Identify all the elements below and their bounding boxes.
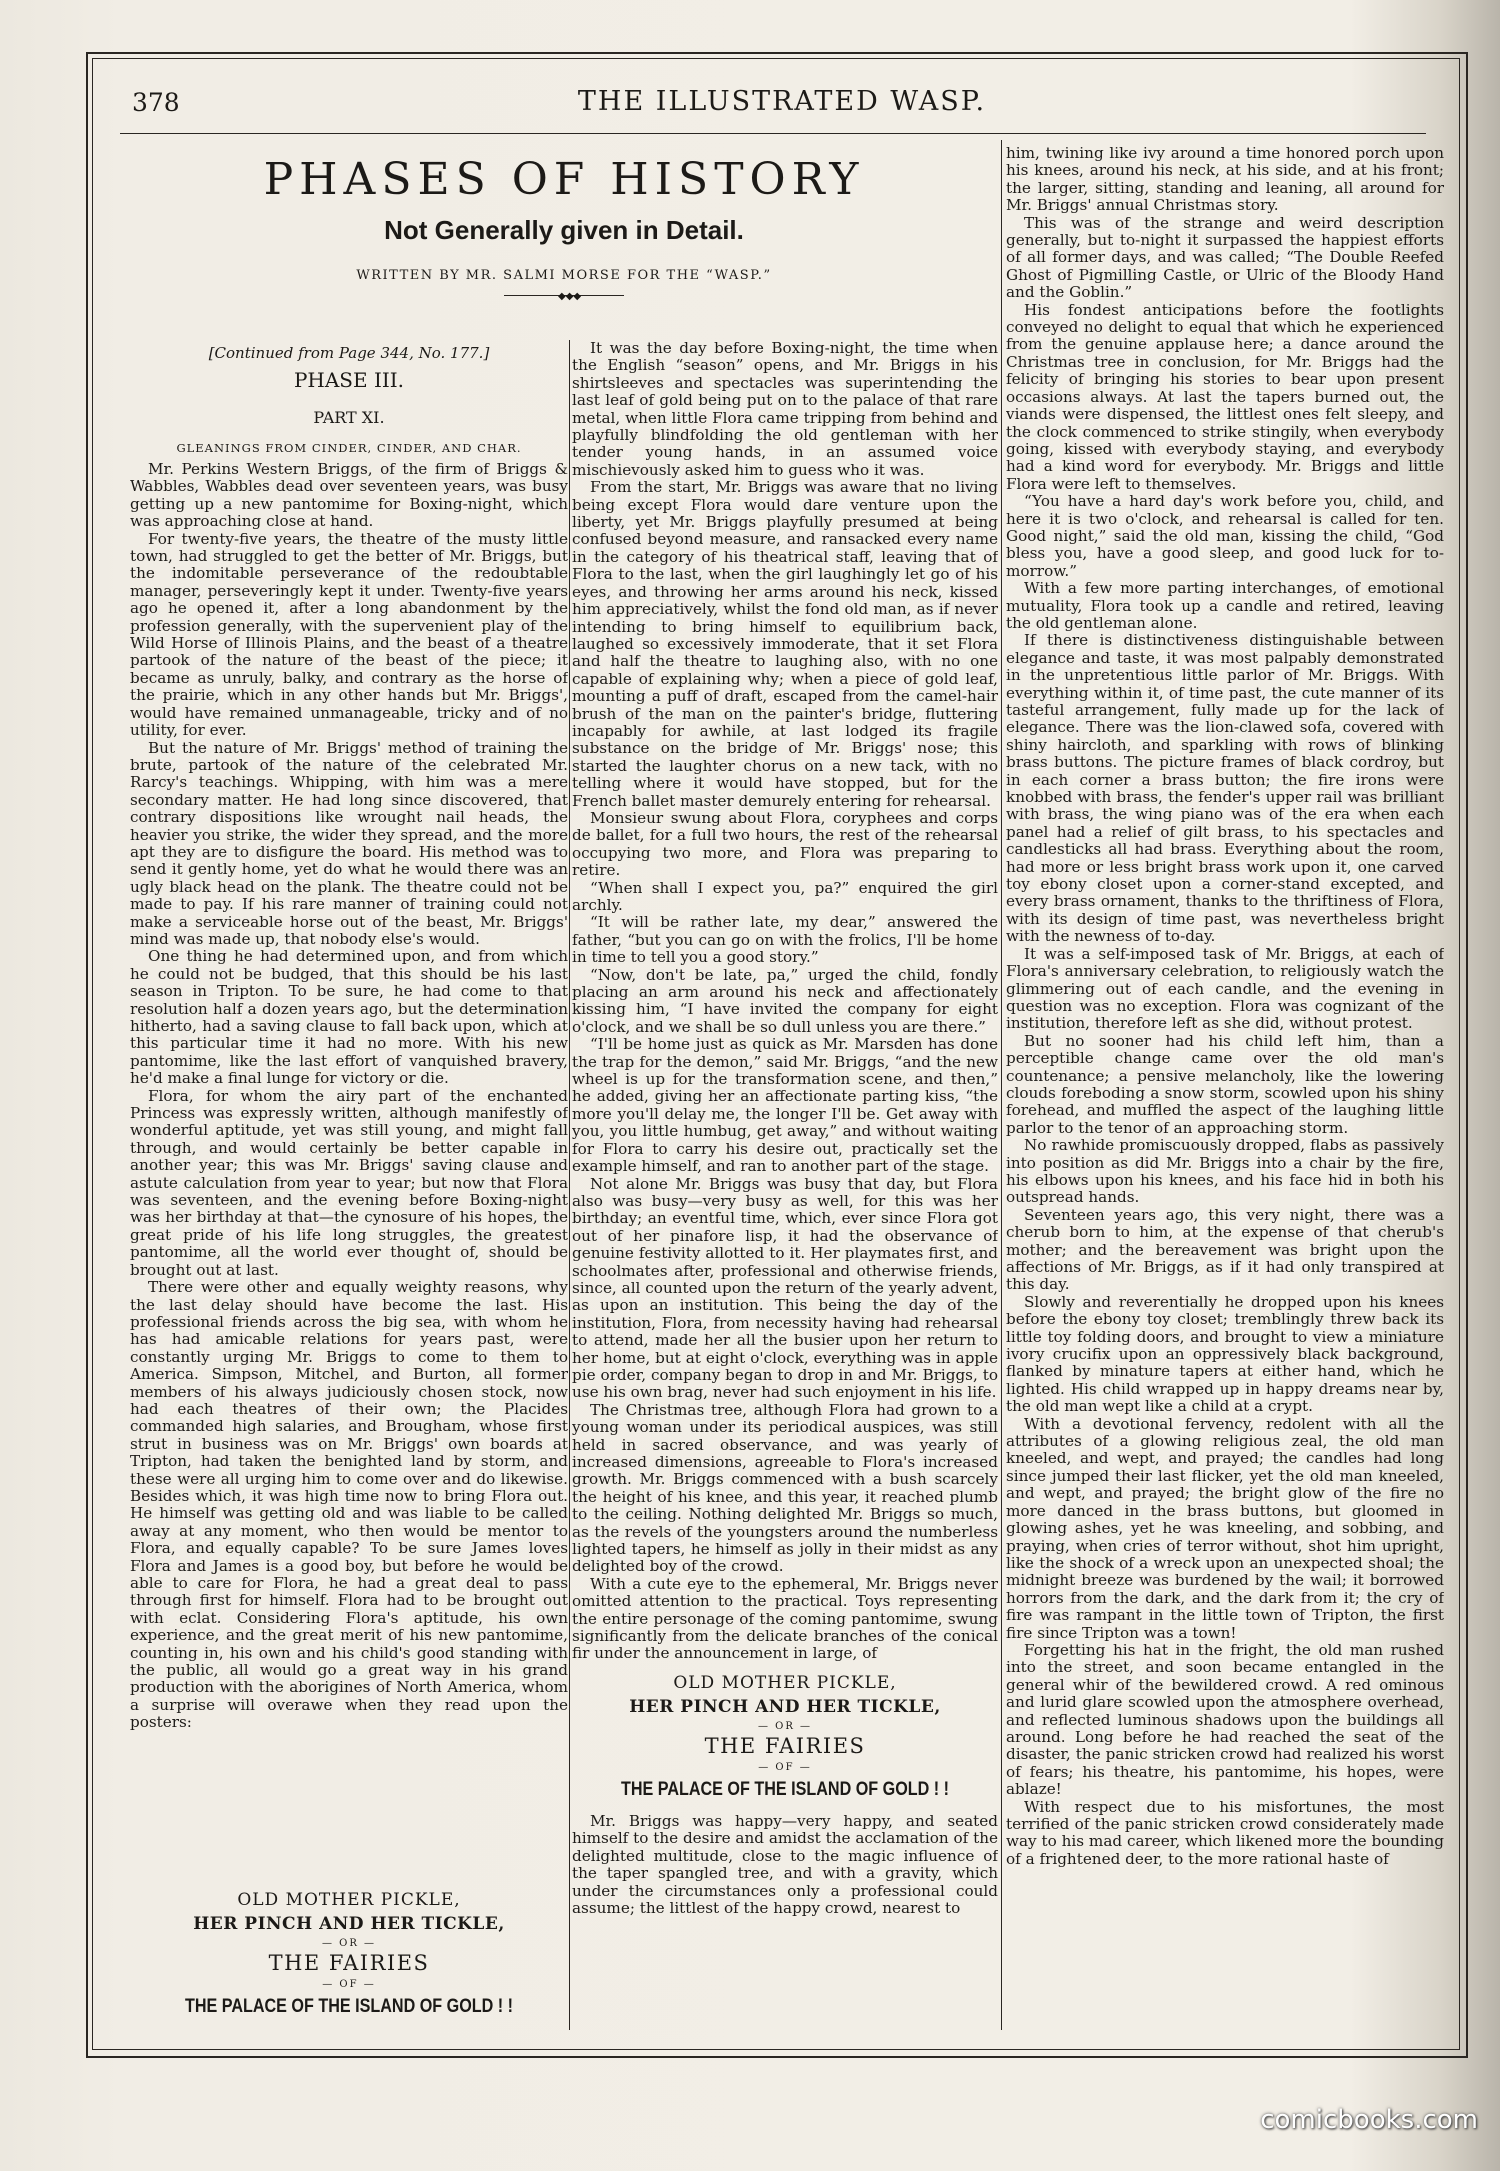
paragraph: With respect due to his misfortunes, the most terrified of the panic stricken crowd considerately made way to his mad career, which likened more the bounding of a frightened deer, to the more rational haste of [1006, 1797, 1444, 1868]
paragraph: him, twining like ivy around a time honored porch upon his knees, around his neck, at his side, and at his front; the larger, sitting, standing and leaning, all around for Mr. Briggs' annual Christmas story. [1006, 145, 1444, 215]
paragraph: Not alone Mr. Briggs was busy that day, but Flora also was busy—very busy as well, for this was her birthday; an eventful time, which, ever since Flora got out of her pinafore lisp, it had the observance of genuine festivity allotted to it. Her playmates first, and schoolmates after, professional and otherwise friends, since, all counted upon the return of the yearly advent, as upon an institution. This being the day of the institution, Flora, from necessity having had rehearsal to attend, made her all the busier upon her return to her home, but at eight o'clock, everything was in apple pie order, company began to drop in and Mr. Briggs, to use his own brag, never had such enjoyment in his life. [572, 1174, 998, 1402]
paragraph: Mr. Briggs was happy—very happy, and seated himself to the desire and amidst the acclamation of the delighted multitude, close to the magic influence of the taper spangled tree, and with a gravity, which under the circumstances only a professional could assume; the littlest of the happy crowd, nearest to [572, 1811, 998, 1917]
paragraph: Slowly and reverentially he dropped upon his knees before the ebony toy closet; tremblingly threw back its little toy folding doors, and brought to view a miniature ivory crucifix upon an oppressively black background, flanked by minature tapers at either hand, which he lighted. His child wrapped up in happy dreams near by, the old man wept like a child at a crypt. [1006, 1292, 1444, 1416]
poster-announcement-1 [130, 1890, 568, 2018]
paragraph: Seventeen years ago, this very night, there was a cherub born to him, at the expense of that cherub's mother; and the bereavement was bright upon the affections of Mr. Briggs, as if it had only transpired at this day. [1006, 1205, 1444, 1294]
poster-or: — OR — [757, 1720, 813, 1732]
column-2 [572, 340, 998, 2035]
header-rule [120, 133, 1426, 134]
column-2-text [572, 340, 998, 1663]
paragraph: “You have a hard day's work before you, child, and here it is two o'clock, and rehearsal is called for ten. Good night,” said the old man, kissing the child, “God bless you, have a good sleep, and good luck for to-morrow.” [1006, 492, 1444, 580]
article-title: PHASES OF HISTORY [263, 154, 865, 205]
paragraph: The Christmas tree, although Flora had grown to a young woman under its periodical auspices, was still held in sacred observance, and was yearly of increased dimensions, agreeable to Flora's increased growth. Mr. Briggs commenced with a bush scarcely the height of his knee, and this year, it reached plumb to the ceiling. Nothing delighted Mr. Briggs so much, as the revels of the youngsters around the numberless lighted tapers, he himself as jolly in their midst as any delighted boy of the crowd. [572, 1400, 998, 1576]
paragraph: There were other and equally weighty reasons, why the last delay should have become the last. His professional friends across the big sea, with whom he has had amicable relations for years past, were constantly urging Mr. Briggs to come to them to America. Simpson, Mitchel, and Burton, all former members of his always judiciously chosen stock, now had each theatres of their own; the Placides commanded high salaries, and Brougham, whose first strut in business was on Mr. Briggs' own boards at Tripton, had taken the benighted land by storm, and these were all urging him to come over and do likewise. Besides which, it was high time now to bring Flora out. He himself was getting old and was liable to be called away at any moment, who then would be mentor to Flora, and equally capable? To be sure James loves Flora and James is a good boy, but before he would be able to care for Flora, he had a great deal to pass through first for himself. Flora had to be brought out with eclat. Considering Flora's aptitude, his own experience, and the great merit of his new pantomime, counting in, his own and his child's good standing with the public, all would go a great way in his grand production with the aborigines of North America, whom a surprise will overawe when they read upon the posters: [130, 1278, 568, 1732]
paragraph: But the nature of Mr. Briggs' method of training the brute, partook of the nature of the celebrated Mr. Rarcy's teachings. Whipping, with him was a mere secondary matter. He had long since discovered, that contrary dispositions like wrought nail heads, the heavier you strike, the wider they spread, and the more apt they are to disfigure the board. His method was to send it gently home, yet do what he would there was an ugly black head on the plank. The theatre could not be made to pay. If his rare manner of training could not make a serviceable horse out of the beast, Mr. Briggs' mind was made up, that nobody else's would. [130, 738, 568, 948]
poster-line-4: THE PALACE OF THE ISLAND OF GOLD ! ! [620, 1778, 950, 1800]
paragraph: Forgetting his hat in the fright, the old man rushed into the street, and soon became entangled in the general whir of the bewildered crowd. A red ominous and lurid glare scowled upon the atmosphere overhead, and reflected luminous shadows upon the buildings all around. Long before he had reached the seat of the disaster, the panic stricken crowd had realized his worst of fears; his theatre, his pantomime, his hopes, were ablaze! [1006, 1640, 1444, 1799]
watermark: comicbooks.com [1260, 2105, 1478, 2135]
poster-announcement-2 [572, 1673, 998, 1801]
article-byline: WRITTEN BY MR. SALMI MORSE FOR THE “WASP.” [356, 268, 772, 283]
paragraph: But no sooner had his child left him, than a perceptible change came over the old man's countenance; a pensive melancholy, like the lowering clouds foreboding a snow storm, scowled upon his shiny forehead, and muffled the aspect of the laughing little parlor to the tenor of an approaching storm. [1006, 1031, 1444, 1137]
poster-line-3: THE FAIRIES [268, 1951, 430, 1975]
paragraph: With a few more parting interchanges, of emotional mutuality, Flora took up a candle and retired, leaving the old gentleman alone. [1006, 579, 1444, 632]
poster-of: — OF — [322, 1979, 376, 1990]
paragraph: Monsieur swung about Flora, coryphees and corps de ballet, for a full two hours, the rest of the rehearsal occupying two more, and Flora was preparing to retire. [572, 808, 998, 880]
paragraph: From the start, Mr. Briggs was aware that no living being except Flora would dare venture upon the liberty, yet Mr. Briggs playfully presumed at being confused beyond measure, and ransacked every name in the category of his theatrical staff, leaving that of Flora to the last, when the girl laughingly let go of his eyes, and throwing her arms around his neck, kissed him appreciatively, whilst the fond old man, as if never intending to bring himself to equilibrium back, laughed so excessively immoderate, that it set Flora and half the theatre to laughing also, with no one capable of explaining why; when a piece of gold leaf, mounting a puff of draft, escaped from the camel-hair brush of the man on the painter's bridge, fluttering incapably for awhile, at last lodged its fragile substance on the bridge of Mr. Briggs' nose; this started the laughter chorus on a new tack, with no telling where it would have stopped, but for the French ballet master demurely entering for rehearsal. [572, 478, 998, 810]
paragraph: If there is distinctiveness distinguishable between elegance and taste, it was most palpably demonstrated in the unpretentious little parlor of Mr. Briggs. With everything within it, of time past, the cute manner of its tasteful arrangement, fully made up for the lack of elegance. There was the lion-clawed sofa, covered with shiny haircloth, and sparkling with rows of blinking brass buttons. The picture frames of black cordroy, but in each corner a brass button; the fire irons were knobbed with brass, the fender's upper rail was brilliant with brass, the wing piano was of the era when each panel had a relief of gilt brass, to his spectacles and candlesticks all had brass. Everything about the room, had more or less bright brass work upon it, one carved toy ebony closet upon a corner-stand excepted, and every brass ornament, thanks to the thriftiness of Flora, with its design of time past, was nevertheless bright with the newness of to-day. [1006, 631, 1444, 946]
poster-line-1: OLD MOTHER PICKLE, [237, 1890, 461, 1910]
article-subtitle: Not Generally given in Detail. [384, 215, 744, 245]
paragraph: His fondest anticipations before the footlights conveyed no delight to equal that which he experienced from the genuine applause here; a dance around the Christmas tree in conclusion, for Mr. Briggs had the felicity of bringing his stories to bear upon present occasions always. At last the tapers burned out, the viands were dispensed, the littlest ones felt sleepy, and the clock commenced to strike stingily, when everybody going, kissed with everybody staying, and everybody had a kind word for everybody. Mr. Briggs and little Flora were left to themselves. [1006, 300, 1444, 493]
column-1-text [130, 461, 568, 1732]
column-3-text [1006, 145, 1444, 1868]
paragraph: It was a self-imposed task of Mr. Briggs, at each of Flora's anniversary celebration, to religiously watch the glimmering out of each candle, and the evening in question was no exception. Flora was cognizant of the institution, therefore left as she did, without protest. [1006, 944, 1444, 1033]
paragraph: “Now, don't be late, pa,” urged the child, fondly placing an arm around his neck and affectionately kissing him, “I have invited the company for eight o'clock, and we shall be so dull unless you are there.” [572, 965, 998, 1036]
column-3 [1006, 145, 1444, 2035]
paragraph: Flora, for whom the airy part of the enchanted Princess was expressly written, although manifestly of wonderful aptitude, yet was still young, and might fall through, and would certainly be better capable in another year; this was Mr. Briggs' saving clause and astute calculation from year to year; but now that Flora was seventeen, and the evening before Boxing-night was her birthday at that—the cynosure of his hopes, the great pride of his life long struggles, the greatest pantomime, all the world ever thought of, should be brought out at last. [130, 1086, 568, 1279]
column-rule-2 [1001, 140, 1002, 2030]
paragraph: One thing he had determined upon, and from which he could not be budged, that this should be his last season in Tripton. To be sure, he had come to that resolution half a dozen years ago, but the determination hitherto, had a saving clause to fall back upon, which at this particular time it had no more. With his new pantomime, like the last effort of vanquished bravery, he'd make a final lunge for victory or die. [130, 947, 568, 1088]
paragraph: For twenty-five years, the theatre of the musty little town, had struggled to get the better of Mr. Briggs, but the indomitable perseverance of the redoubtable manager, perseveringly kept it under. Twenty-five years ago he opened it, after a long abandonment by the profession generally, with the supervenient play of the Wild Horse of Illinois Plains, and the beast of a theatre partook of the nature of the beast of the piece; it became as unruly, balky, and contrary as the horse of the prairie, which in any other hands but Mr. Briggs', would have remained unmanageable, tricky and of no utility, for ever. [130, 529, 568, 740]
poster-line-2: HER PINCH AND HER TICKLE, [193, 1914, 505, 1934]
ornamental-divider: ◆◆◆ [504, 295, 624, 296]
column-2-text-after [572, 1813, 998, 1917]
paragraph: No rawhide promiscuously dropped, flabs as passively into position as did Mr. Briggs into a chair by the fire, his elbows upon his knees, and his face hid in both his outspread hands. [1006, 1136, 1444, 1207]
paragraph: “It will be rather late, my dear,” answered the father, “but you can go on with the frolics, I'll be home in time to tell you a good story.” [572, 913, 998, 967]
poster-or: — OR — [321, 1938, 377, 1949]
paragraph: With a devotional fervency, redolent with all the attributes of a glowing religious zeal, the old man kneeled, and wept, and prayed; the candles had long since jumped their last flicker, yet the old man kneeled, and wept, and prayed; the bright glow of the fire no more danced in the brass buttons, but gloomed in glowing ashes, yet he was kneeling, and sobbing, and praying, when cries of terror without, shot him upright, like the shock of a wreck upon an unexpected shoal; the midnight breeze was burdened by the wail; it borrowed horrors from the dark, and the dark from it; the cry of fire was rampant in the little town of Tripton, the first fire since Tripton was a town! [1006, 1414, 1444, 1642]
masthead: THE ILLUSTRATED WASP. [577, 86, 987, 117]
paragraph: This was of the strange and weird description generally, but to-night it surpassed the happiest efforts of all former days, and was called; “The Double Reefed Ghost of Pigmilling Castle, or Ulric of the Bloody Hand and the Goblin.” [1006, 213, 1444, 302]
poster-of: — OF — [758, 1761, 812, 1773]
continued-note: [Continued from Page 344, No. 177.] [208, 344, 490, 362]
section-heading: GLEANINGS FROM CINDER, CINDER, AND CHAR. [176, 441, 522, 455]
part-heading: PART XI. [313, 408, 385, 427]
column-rule-1 [569, 340, 570, 2030]
paragraph: “I'll be home just as quick as Mr. Marsden has done the trap for the demon,” said Mr. Briggs, “and the new wheel is up for the transformation scene, and then,” he added, giving her an affectionate parting kiss, “the more you'll delay me, the longer I'll be. Get away with you, you little humbug, get away,” and without waiting for Flora to carry his desire out, practically set the example himself, and ran to another part of the stage. [572, 1035, 998, 1176]
column-1 [130, 148, 568, 1880]
poster-line-3: THE FAIRIES [704, 1733, 866, 1758]
poster-line-2: HER PINCH AND HER TICKLE, [629, 1696, 941, 1717]
paragraph: With a cute eye to the ephemeral, Mr. Briggs never omitted attention to the practical. Toys representing the entire personage of the coming pantomime, swung significantly from the delicate branches of the conical fir under the announcement in large, of [572, 1574, 998, 1663]
page-header [132, 86, 1432, 126]
paragraph: “When shall I expect you, pa?” enquired the girl archly. [572, 878, 998, 914]
paragraph: Mr. Perkins Western Briggs, of the firm of Briggs & Wabbles, Wabbles dead over seventeen years, was busy getting up a new pantomime for Boxing-night, which was approaching close at hand. [130, 460, 568, 531]
poster-line-4: THE PALACE OF THE ISLAND OF GOLD ! ! [184, 1996, 514, 2017]
paragraph: It was the day before Boxing-night, the time when the English “season” opens, and Mr. Briggs in his shirtsleeves and spectacles was superintending the last leaf of gold being put on to the palace of that rare metal, when little Flora came tripping from behind and playfully blindfolding the old gentleman with her tender young hands, in an assumed voice mischievously asked him to guess who it was. [572, 340, 998, 479]
phase-heading: PHASE III. [293, 368, 405, 392]
page-number: 378 [132, 88, 180, 117]
poster-line-1: OLD MOTHER PICKLE, [673, 1672, 897, 1693]
